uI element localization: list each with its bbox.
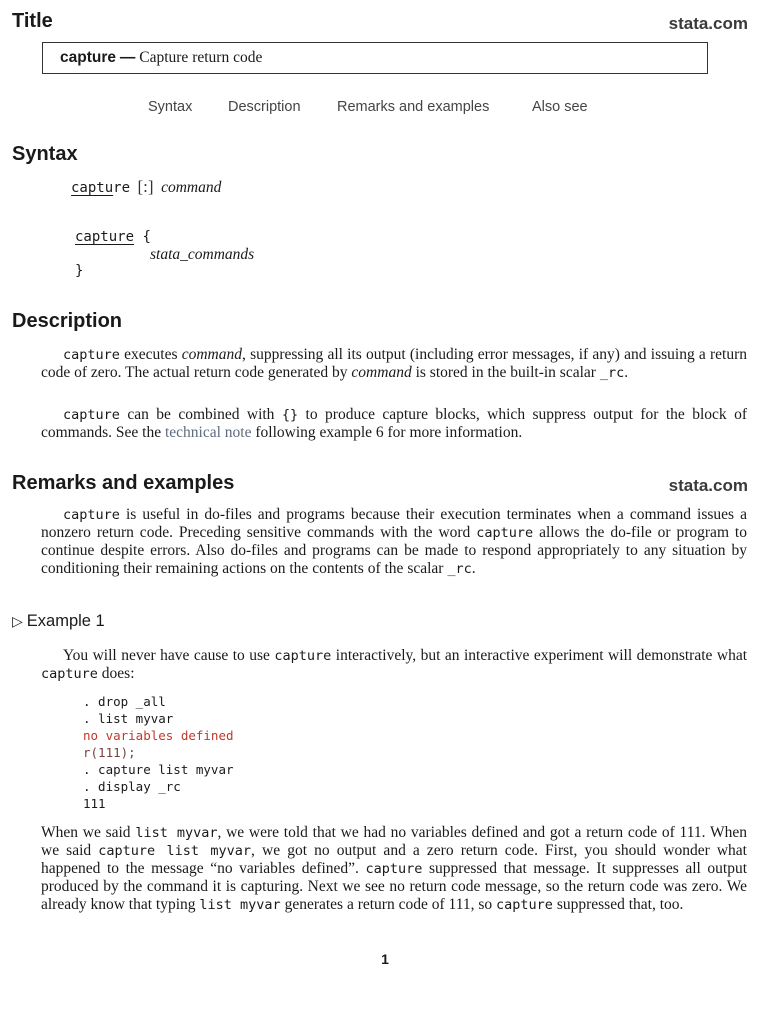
remarks-brand-link[interactable]: stata.com: [668, 476, 748, 495]
log-line: . display _rc: [83, 779, 181, 794]
remarks-paragraph: capture is useful in do-files and programs because their execution terminates when a command issues a nonzero return code. Preceding sensitive commands with the word capture allows the do-file or program to continue despite errors. Also do-files and programs can be made to respond appropriately to any situation by conditioning their remaining actions on the contents of the scalar _rc.: [41, 506, 747, 577]
log-line: . capture list myvar: [83, 762, 234, 777]
syntax-heading: Syntax: [12, 143, 78, 165]
example-1-heading: ▷ Example 1: [12, 612, 105, 630]
nav-link-also-see[interactable]: Also see: [532, 99, 588, 115]
entry-dash: —: [119, 49, 136, 66]
example-1-log: [83, 693, 234, 812]
page-number: 1: [381, 951, 389, 967]
technical-note-link[interactable]: technical note: [164, 424, 252, 441]
brand-link[interactable]: stata.com: [668, 14, 748, 33]
syntax-brackets: [:]: [137, 177, 154, 196]
description-heading: Description: [12, 310, 123, 332]
log-line: . drop _all: [83, 694, 166, 709]
example-1-intro: You will never have cause to use capture interactively, but an interactive experiment will demonstrate what capture does:: [41, 647, 747, 682]
syntax-line-1: [71, 177, 221, 197]
syntax-arg: command: [161, 179, 222, 196]
example-1-explanation: When we said list myvar, we were told that we had no variables defined and got a return code of 111. When we said capture list myvar, we got no output and a zero return code. First, you should wonder what happened to the message “no variables defined”. capture suppressed that message. It suppresses all output produced by the command it is capturing. Next we see no return code message, so the return code was zero. We already know that typing list myvar generates a return code of 111, so capture suppressed that, too.: [41, 824, 748, 913]
syntax-block-open: {: [142, 229, 151, 245]
log-line: 111: [83, 796, 106, 811]
entry-command: capture: [60, 49, 116, 66]
entry-title: [60, 49, 262, 67]
description-paragraph-1: capture executes command, suppressing all its output (including error messages, if any) and issuing a return code of zero. The actual return code generated by command is stored in the built-in scalar _rc.: [41, 346, 748, 381]
syntax-cmd-rest: re: [113, 180, 131, 196]
nav-link-description[interactable]: Description: [228, 99, 301, 115]
remarks-heading: Remarks and examples: [12, 472, 235, 494]
syntax-block-open-line: [75, 229, 151, 245]
entry-title-box: [42, 42, 708, 74]
nav-link-syntax[interactable]: Syntax: [148, 99, 193, 115]
triangle-right-icon: ▷: [12, 613, 23, 629]
syntax-block-cmd: capture: [75, 229, 135, 245]
syntax-block-arg: stata_commands: [150, 246, 255, 263]
description-paragraph-2: capture can be combined with {} to produce capture blocks, which suppress output for the block of commands. See the technical note following example 6 for more information.: [41, 406, 747, 441]
entry-description: Capture return code: [139, 49, 263, 66]
syntax-block-close: }: [75, 263, 84, 279]
syntax-cmd-abbrev: captu: [71, 180, 114, 196]
log-rc-line: r(111);: [83, 745, 136, 760]
log-error-line: no variables defined: [83, 728, 234, 743]
log-line: . list myvar: [83, 711, 174, 726]
nav-link-remarks[interactable]: Remarks and examples: [337, 99, 490, 115]
page-title: Title: [12, 10, 53, 32]
